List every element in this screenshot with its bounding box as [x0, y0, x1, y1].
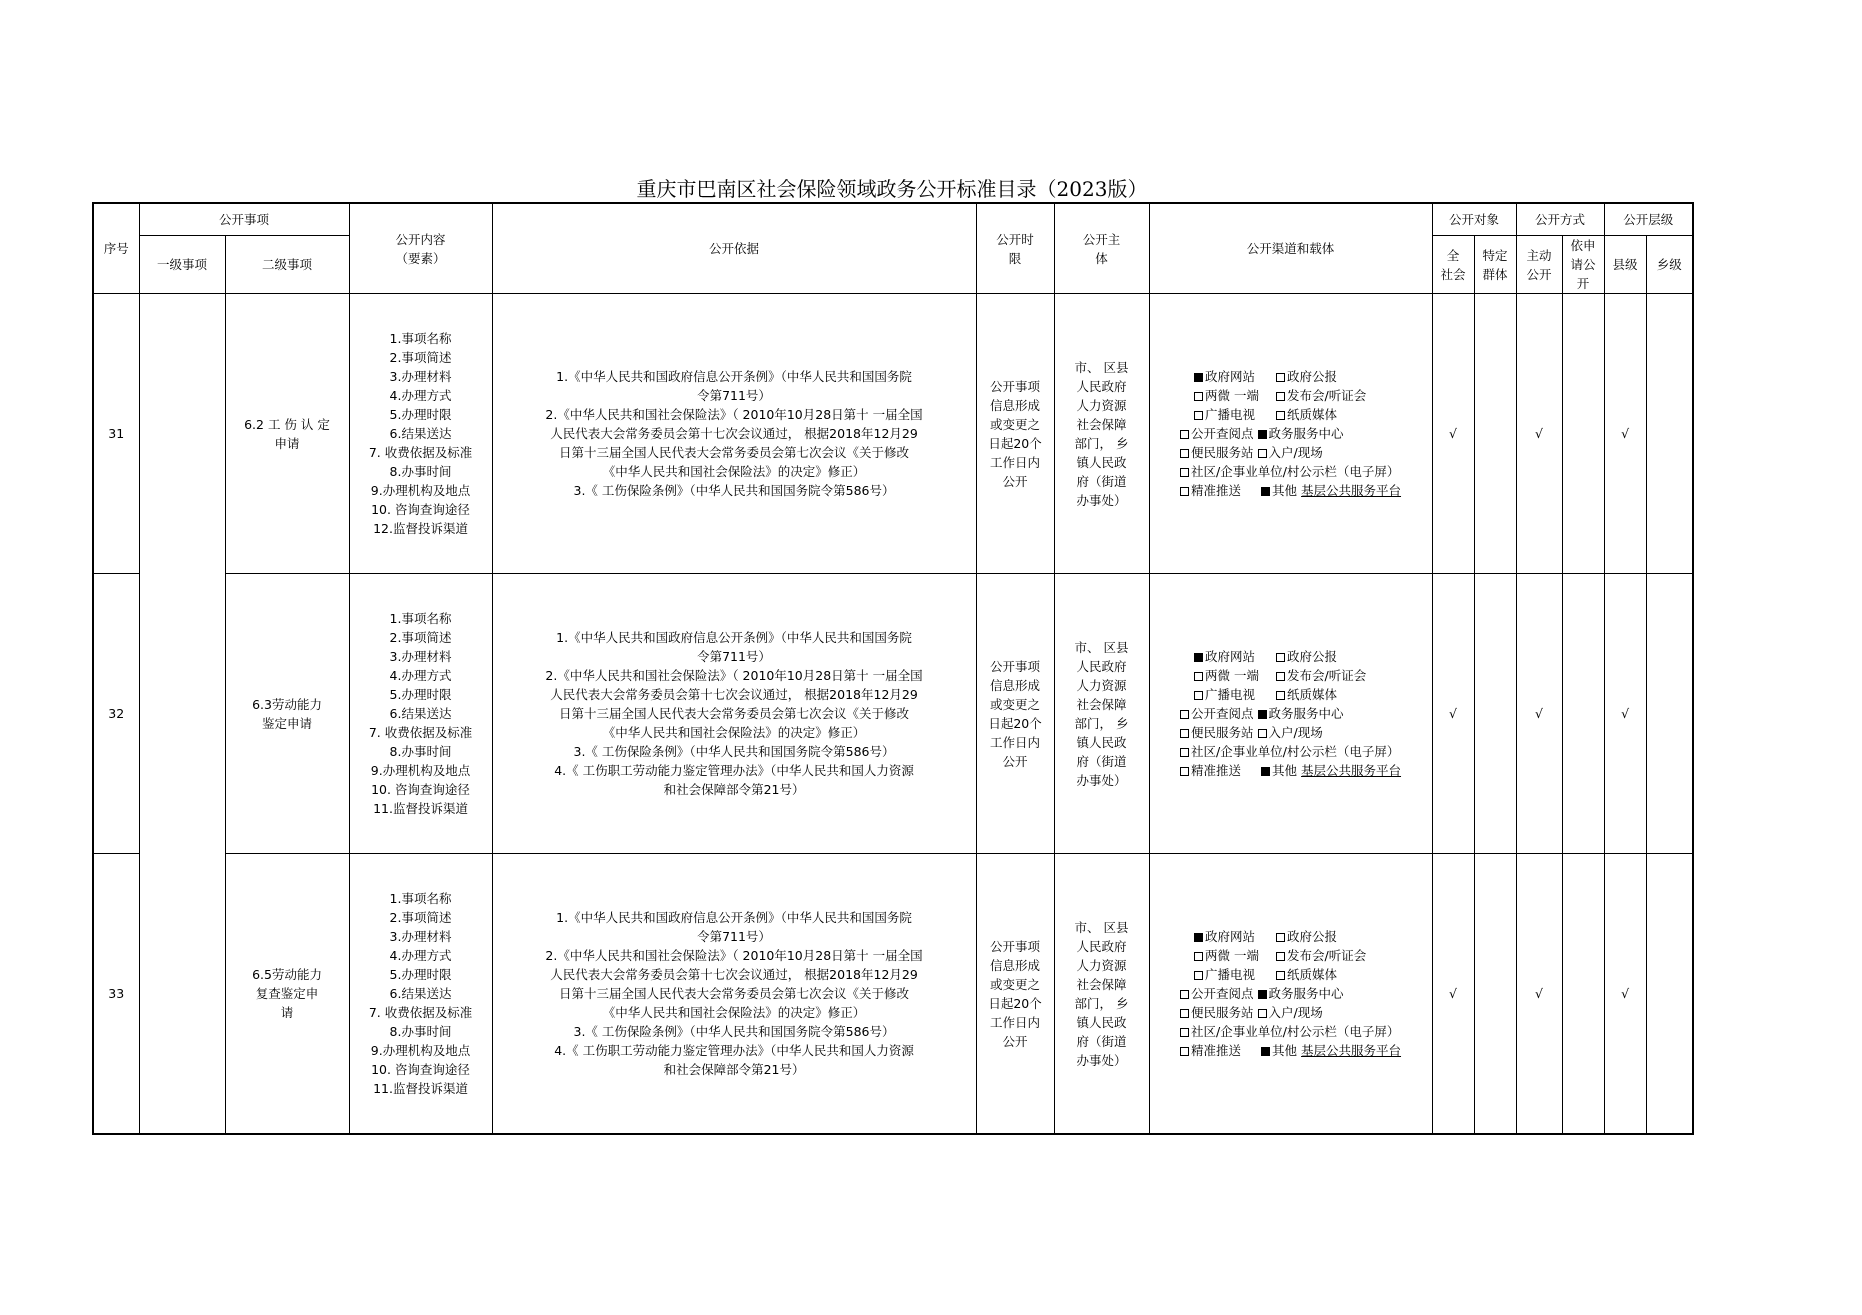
row-seq: 31	[93, 294, 139, 574]
checkbox-checked-icon	[1258, 430, 1267, 439]
header-mode-group: 公开方式	[1516, 203, 1604, 236]
row-content	[350, 609, 492, 818]
text-line: 《中华人民共和国社会保险法》的决定》修正）	[602, 464, 866, 479]
text-line: 2.事项简述	[389, 910, 452, 925]
text-line: 4.《 工伤职工劳动能力鉴定管理办法》（中华人民共和国人力资源	[554, 763, 914, 778]
text-line: 10. 咨询查询途径	[371, 502, 470, 517]
channel-door-to-door: 入户/现场	[1268, 445, 1323, 460]
text-line: 2.《中华人民共和国社会保险法》（ 2010年10月28日第十 一届全国	[545, 948, 923, 963]
text-line: 日第十三届全国人民代表大会常务委员会第七次会议《关于修改	[559, 706, 910, 721]
header-target-specific: 特定 群体	[1474, 236, 1516, 294]
header-level-town: 乡级	[1646, 236, 1693, 294]
header-item-group: 公开事项	[139, 203, 349, 236]
channel-two-micro: 两微 一端	[1205, 388, 1259, 403]
row-subject: 市、 区县 人民政府 人力资源 社会保障 部门， 乡 镇人民政 府（街道 办事处）	[1054, 574, 1149, 854]
checkbox-empty-icon	[1180, 767, 1189, 776]
text-line: 11.监督投诉渠道	[373, 801, 468, 816]
header-target-group: 公开对象	[1432, 203, 1516, 236]
text-line: 令第711号）	[697, 929, 771, 944]
row-level-town	[1646, 294, 1693, 574]
row-basis	[493, 908, 976, 1079]
text-line: 《中华人民共和国社会保险法》的决定》修正）	[602, 725, 866, 740]
row-content	[350, 889, 492, 1098]
channel-gov-gazette: 政府公报	[1287, 929, 1338, 944]
checkbox-empty-icon	[1180, 729, 1189, 738]
channel-gov-gazette: 政府公报	[1287, 369, 1338, 384]
checkbox-empty-icon	[1276, 653, 1285, 662]
row-subject: 市、 区县 人民政府 人力资源 社会保障 部门， 乡 镇人民政 府（街道 办事处）	[1054, 854, 1149, 1135]
row-level-county: √	[1604, 854, 1646, 1135]
text-line: 8.办事时间	[389, 1024, 452, 1039]
channel-gov-site: 政府网站	[1205, 369, 1256, 384]
row-level-town	[1646, 854, 1693, 1135]
header-level-group: 公开层级	[1604, 203, 1693, 236]
row-target-specific	[1474, 294, 1516, 574]
text-line: 和社会保障部令第21号）	[663, 1062, 805, 1077]
checkbox-empty-icon	[1258, 1009, 1267, 1018]
text-line: 11.监督投诉渠道	[373, 1081, 468, 1096]
text-line: 5.办理时限	[389, 407, 452, 422]
row-channels	[1149, 294, 1432, 574]
row-mode-active: √	[1516, 574, 1562, 854]
channel-paper-media: 纸质媒体	[1287, 967, 1338, 982]
checkbox-empty-icon	[1276, 952, 1285, 961]
text-line: 10. 咨询查询途径	[371, 1062, 470, 1077]
checkbox-empty-icon	[1180, 1047, 1189, 1056]
checkbox-empty-icon	[1276, 933, 1285, 942]
header-basis: 公开依据	[492, 203, 976, 294]
channel-door-to-door: 入户/现场	[1268, 725, 1323, 740]
checkbox-empty-icon	[1194, 952, 1203, 961]
checkbox-empty-icon	[1180, 1028, 1189, 1037]
header-target-all: 全 社会	[1432, 236, 1474, 294]
channel-broadcast: 广播电视	[1205, 687, 1256, 702]
row-time-limit: 公开事项 信息形成 或变更之 日起20个 工作日内 公开	[976, 574, 1054, 854]
row-seq: 32	[93, 574, 139, 854]
checkbox-checked-icon	[1258, 990, 1267, 999]
channel-other-platform: 基层公共服务平台	[1301, 763, 1402, 778]
checkbox-empty-icon	[1180, 990, 1189, 999]
row-seq: 33	[93, 854, 139, 1135]
header-mode-request: 依申 请公 开	[1562, 236, 1604, 294]
text-line: 人民代表大会常务委员会第十七次会议通过， 根据2018年12月29	[550, 967, 918, 982]
text-line: 人民代表大会常务委员会第十七次会议通过， 根据2018年12月29	[550, 426, 918, 441]
header-level1: 一级事项	[139, 236, 225, 294]
text-line: 1.《中华人民共和国政府信息公开条例》（中华人民共和国国务院	[556, 630, 912, 645]
checkbox-empty-icon	[1194, 971, 1203, 980]
row-basis	[493, 367, 976, 500]
table-row	[93, 294, 1693, 574]
checkbox-empty-icon	[1276, 672, 1285, 681]
checkbox-empty-icon	[1276, 691, 1285, 700]
text-line: 6.结果送达	[389, 426, 452, 441]
text-line: 4.办理方式	[389, 948, 452, 963]
checkbox-empty-icon	[1276, 411, 1285, 420]
page-title: 重庆市巴南区社会保险领域政务公开标准目录（2023版）	[636, 177, 1148, 201]
text-line: 10. 咨询查询途径	[371, 782, 470, 797]
row-basis	[493, 628, 976, 799]
checkbox-checked-icon	[1261, 1047, 1270, 1056]
channel-convenience: 便民服务站	[1191, 1005, 1254, 1020]
text-line: 1.事项名称	[389, 611, 452, 626]
text-line: 1.事项名称	[389, 331, 452, 346]
text-line: 1.事项名称	[389, 891, 452, 906]
row-item: 6.3劳动能力 鉴定申请	[225, 574, 349, 854]
text-line: 9.办理机构及地点	[370, 483, 471, 498]
channel-paper-media: 纸质媒体	[1287, 687, 1338, 702]
channel-other: 其他	[1272, 763, 1298, 778]
text-line: 8.办事时间	[389, 464, 452, 479]
channel-convenience: 便民服务站	[1191, 445, 1254, 460]
text-line: 7. 收费依据及标准	[368, 1005, 473, 1020]
channel-paper-media: 纸质媒体	[1287, 407, 1338, 422]
row-subject: 市、 区县 人民政府 人力资源 社会保障 部门， 乡 镇人民政 府（街道 办事处）	[1054, 294, 1149, 574]
checkbox-empty-icon	[1180, 468, 1189, 477]
checkbox-checked-icon	[1261, 767, 1270, 776]
text-line: 6.结果送达	[389, 706, 452, 721]
text-line: 2.事项简述	[389, 630, 452, 645]
channel-broadcast: 广播电视	[1205, 967, 1256, 982]
checkbox-empty-icon	[1180, 748, 1189, 757]
text-line: 3.办理材料	[389, 929, 452, 944]
text-line: 6.结果送达	[389, 986, 452, 1001]
channel-press-conf: 发布会/听证会	[1287, 388, 1367, 403]
text-line: 4.办理方式	[389, 668, 452, 683]
text-line: 7. 收费依据及标准	[368, 725, 473, 740]
header-level-county: 县级	[1604, 236, 1646, 294]
channel-community-board: 社区/企事业单位/村公示栏（电子屏）	[1191, 464, 1400, 479]
table-row	[93, 574, 1693, 854]
row-mode-request	[1562, 294, 1604, 574]
text-line: 5.办理时限	[389, 687, 452, 702]
checkbox-checked-icon	[1194, 373, 1203, 382]
checkbox-empty-icon	[1194, 411, 1203, 420]
checkbox-empty-icon	[1194, 392, 1203, 401]
header-seq: 序号	[93, 203, 139, 294]
channel-precise-push: 精准推送	[1191, 763, 1242, 778]
row-target-all: √	[1432, 574, 1474, 854]
row-mode-active: √	[1516, 854, 1562, 1135]
checkbox-empty-icon	[1180, 710, 1189, 719]
text-line: 3.办理材料	[389, 649, 452, 664]
row-mode-active: √	[1516, 294, 1562, 574]
text-line: 3.《 工伤保险条例》（中华人民共和国国务院令第586号）	[573, 1024, 895, 1039]
checkbox-empty-icon	[1180, 449, 1189, 458]
channel-gov-site: 政府网站	[1205, 929, 1256, 944]
checkbox-empty-icon	[1276, 971, 1285, 980]
header-level2: 二级事项	[225, 236, 349, 294]
text-line: 7. 收费依据及标准	[368, 445, 473, 460]
channel-press-conf: 发布会/听证会	[1287, 948, 1367, 963]
channel-precise-push: 精准推送	[1191, 483, 1242, 498]
text-line: 日第十三届全国人民代表大会常务委员会第七次会议《关于修改	[559, 445, 910, 460]
checkbox-empty-icon	[1194, 672, 1203, 681]
channel-service-center: 政务服务中心	[1268, 986, 1344, 1001]
header-time-limit: 公开时 限	[976, 203, 1054, 294]
text-line: 4.办理方式	[389, 388, 452, 403]
header-content: 公开内容 （要素）	[349, 203, 492, 294]
checkbox-empty-icon	[1276, 373, 1285, 382]
text-line: 4.《 工伤职工劳动能力鉴定管理办法》（中华人民共和国人力资源	[554, 1043, 914, 1058]
text-line: 1.《中华人民共和国政府信息公开条例》（中华人民共和国国务院	[556, 910, 912, 925]
header-subject: 公开主 体	[1054, 203, 1149, 294]
channel-door-to-door: 入户/现场	[1268, 1005, 1323, 1020]
row-time-limit: 公开事项 信息形成 或变更之 日起20个 工作日内 公开	[976, 294, 1054, 574]
row-content	[350, 329, 492, 538]
checkbox-checked-icon	[1194, 653, 1203, 662]
checkbox-checked-icon	[1261, 487, 1270, 496]
checkbox-empty-icon	[1194, 691, 1203, 700]
text-line: 3.《 工伤保险条例》（中华人民共和国国务院令第586号）	[573, 744, 895, 759]
channel-service-center: 政务服务中心	[1268, 426, 1344, 441]
text-line: 令第711号）	[697, 649, 771, 664]
text-line: 令第711号）	[697, 388, 771, 403]
row-item: 6.5劳动能力 复查鉴定申 请	[225, 854, 349, 1135]
channel-reading-room: 公开查阅点	[1191, 706, 1254, 721]
checkbox-empty-icon	[1276, 392, 1285, 401]
text-line: 3.《 工伤保险条例》（中华人民共和国国务院令第586号）	[573, 483, 895, 498]
channel-reading-room: 公开查阅点	[1191, 986, 1254, 1001]
text-line: 9.办理机构及地点	[370, 763, 471, 778]
text-line: 1.《中华人民共和国政府信息公开条例》（中华人民共和国国务院	[556, 369, 912, 384]
text-line: 12.监督投诉渠道	[373, 521, 468, 536]
channel-convenience: 便民服务站	[1191, 725, 1254, 740]
row-level-county: √	[1604, 574, 1646, 854]
text-line: 8.办事时间	[389, 744, 452, 759]
row-mode-request	[1562, 574, 1604, 854]
text-line: 3.办理材料	[389, 369, 452, 384]
text-line: 人民代表大会常务委员会第十七次会议通过， 根据2018年12月29	[550, 687, 918, 702]
row-target-specific	[1474, 574, 1516, 854]
level1-cell	[139, 294, 225, 1135]
checkbox-empty-icon	[1180, 487, 1189, 496]
channel-reading-room: 公开查阅点	[1191, 426, 1254, 441]
channel-community-board: 社区/企事业单位/村公示栏（电子屏）	[1191, 1024, 1400, 1039]
row-time-limit: 公开事项 信息形成 或变更之 日起20个 工作日内 公开	[976, 854, 1054, 1135]
row-level-town	[1646, 574, 1693, 854]
table-row	[93, 854, 1693, 1135]
channel-two-micro: 两微 一端	[1205, 948, 1259, 963]
text-line: 《中华人民共和国社会保险法》的决定》修正）	[602, 1005, 866, 1020]
row-channels	[1149, 574, 1432, 854]
header-channels: 公开渠道和载体	[1149, 203, 1432, 294]
row-mode-request	[1562, 854, 1604, 1135]
channel-other-platform: 基层公共服务平台	[1301, 1043, 1402, 1058]
channel-other-platform: 基层公共服务平台	[1301, 483, 1402, 498]
text-line: 5.办理时限	[389, 967, 452, 982]
text-line: 日第十三届全国人民代表大会常务委员会第七次会议《关于修改	[559, 986, 910, 1001]
header-mode-active: 主动 公开	[1516, 236, 1562, 294]
row-target-all: √	[1432, 854, 1474, 1135]
channel-gov-site: 政府网站	[1205, 649, 1256, 664]
text-line: 2.《中华人民共和国社会保险法》（ 2010年10月28日第十 一届全国	[545, 668, 923, 683]
checkbox-checked-icon	[1258, 710, 1267, 719]
channel-precise-push: 精准推送	[1191, 1043, 1242, 1058]
row-item: 6.2 工 伤 认 定 申请	[225, 294, 349, 574]
row-target-all: √	[1432, 294, 1474, 574]
row-level-county: √	[1604, 294, 1646, 574]
channel-broadcast: 广播电视	[1205, 407, 1256, 422]
text-line: 和社会保障部令第21号）	[663, 782, 805, 797]
row-target-specific	[1474, 854, 1516, 1135]
checkbox-empty-icon	[1180, 1009, 1189, 1018]
catalog-table	[92, 202, 1694, 1135]
channel-community-board: 社区/企事业单位/村公示栏（电子屏）	[1191, 744, 1400, 759]
channel-other: 其他	[1272, 1043, 1298, 1058]
checkbox-empty-icon	[1258, 449, 1267, 458]
text-line: 9.办理机构及地点	[370, 1043, 471, 1058]
channel-two-micro: 两微 一端	[1205, 668, 1259, 683]
channel-service-center: 政务服务中心	[1268, 706, 1344, 721]
header-row-1	[93, 203, 1693, 236]
channel-press-conf: 发布会/听证会	[1287, 668, 1367, 683]
checkbox-empty-icon	[1258, 729, 1267, 738]
channel-other: 其他	[1272, 483, 1298, 498]
text-line: 2.事项简述	[389, 350, 452, 365]
channel-gov-gazette: 政府公报	[1287, 649, 1338, 664]
checkbox-checked-icon	[1194, 933, 1203, 942]
text-line: 2.《中华人民共和国社会保险法》（ 2010年10月28日第十 一届全国	[545, 407, 923, 422]
row-channels	[1149, 854, 1432, 1135]
checkbox-empty-icon	[1180, 430, 1189, 439]
